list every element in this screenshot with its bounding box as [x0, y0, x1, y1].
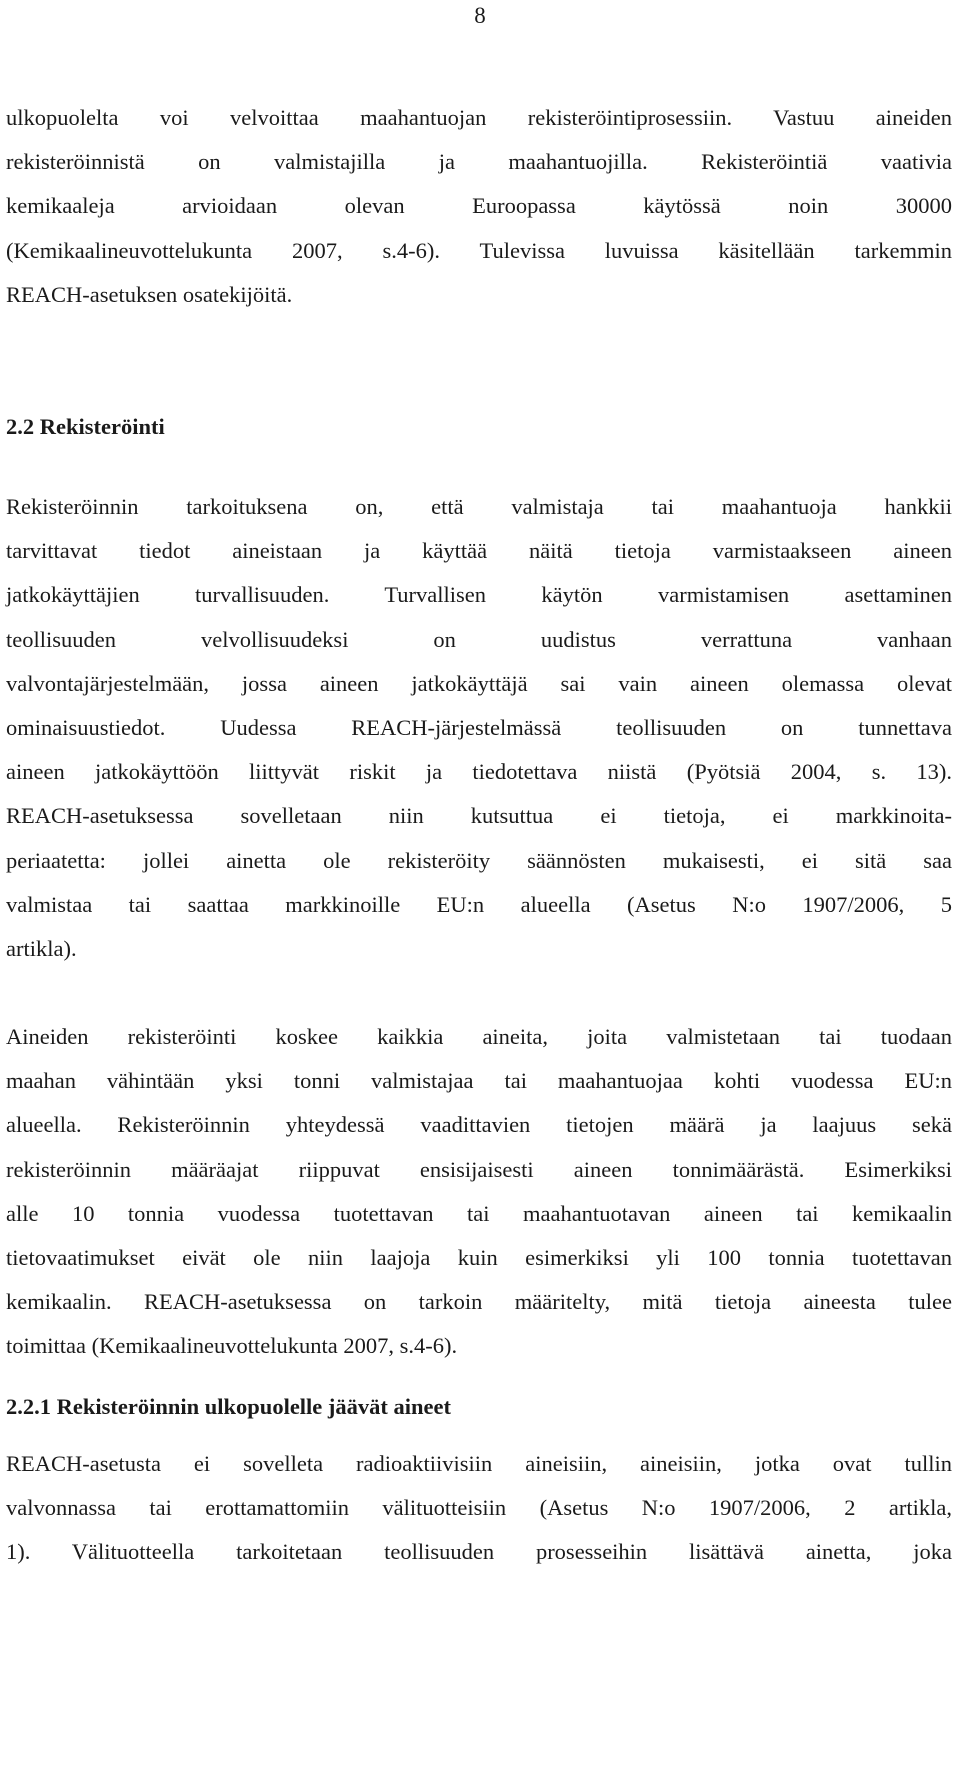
text-line: rekisteröinnistä on valmistajilla ja maahantuojilla. Rekisteröintiä vaativia — [6, 149, 952, 175]
text-line: teollisuuden velvollisuudeksi on uudistus verrattuna vanhaan — [6, 626, 952, 652]
text-line: periaatetta: jollei ainetta ole rekisteröity säännösten mukaisesti, ei sitä saa — [6, 847, 952, 873]
text-line: valvontajärjestelmään, jossa aineen jatkokäyttäjä sai vain aineen olemassa olevat — [6, 670, 952, 696]
text-line: alle 10 tonnia vuodessa tuotettavan tai maahantuotavan aineen tai kemikaalin — [6, 1200, 952, 1226]
text-line: ominaisuustiedot. Uudessa REACH-järjestelmässä teollisuuden on tunnettava — [6, 715, 952, 741]
page-number: 8 — [474, 3, 486, 28]
section-2-2-paragraph-2 — [6, 1015, 952, 1369]
text-line: 1). Välituotteella tarkoitetaan teollisuuden prosesseihin lisättävä ainetta, joka — [6, 1539, 952, 1565]
text-line: jatkokäyttäjien turvallisuuden. Turvallisen käytön varmistamisen asettaminen — [6, 582, 952, 608]
text-line: tietovaatimukset eivät ole niin laajoja kuin esimerkiksi yli 100 tonnia tuotettavan — [6, 1245, 952, 1271]
text-line: Rekisteröinnin tarkoituksena on, että valmistaja tai maahantuoja hankkii — [6, 494, 952, 519]
text-line: kemikaaleja arvioidaan olevan Euroopassa käytössä noin 30000 — [6, 193, 952, 219]
section-heading-2-2-1: 2.2.1 Rekisteröinnin ulkopuolelle jäävät aineet — [6, 1394, 452, 1419]
text-line: alueella. Rekisteröinnin yhteydessä vaadittavien tietojen määrä ja laajuus sekä — [6, 1112, 952, 1138]
text-line: kemikaalin. REACH-asetuksessa on tarkoin määritelty, mitä tietoja aineesta tulee — [6, 1289, 952, 1315]
text-line: REACH-asetuksessa sovelletaan niin kutsuttua ei tietoja, ei markkinoita- — [6, 803, 952, 829]
text-line: maahan vähintään yksi tonni valmistajaa tai maahantuojaa kohti vuodessa EU:n — [6, 1068, 952, 1094]
text-line: rekisteröinnin määräajat riippuvat ensisijaisesti aineen tonnimäärästä. Esimerkiksi — [6, 1156, 952, 1182]
text-line: valvonnassa tai erottamattomiin välituotteisiin (Asetus N:o 1907/2006, 2 artikla, — [6, 1495, 952, 1521]
text-line: (Kemikaalineuvottelukunta 2007, s.4-6). Tulevissa luvuissa käsitellään tarkemmin — [6, 237, 952, 263]
text-line: tarvittavat tiedot aineistaan ja käyttää näitä tietoja varmistaakseen aineen — [6, 538, 952, 564]
text-line: aineen jatkokäyttöön liittyvät riskit ja tiedotettava niistä (Pyötsiä 2004, s. 13). — [6, 759, 952, 785]
text-line: artikla). — [6, 936, 77, 962]
section-2-2-1-paragraph-1 — [6, 1442, 952, 1575]
section-2-2-paragraph-1 — [6, 485, 952, 971]
text-line: valmistaa tai saattaa markkinoille EU:n alueella (Asetus N:o 1907/2006, 5 — [6, 891, 952, 917]
text-line: Aineiden rekisteröinti koskee kaikkia aineita, joita valmistetaan tai tuodaan — [6, 1024, 952, 1049]
text-line: REACH-asetusta ei sovelleta radioaktiivisiin aineisiin, aineisiin, jotka ovat tullin — [6, 1451, 952, 1476]
text-line: REACH-asetuksen osatekijöitä. — [6, 281, 293, 307]
text-line: toimittaa (Kemikaalineuvottelukunta 2007, s.4-6). — [6, 1333, 458, 1359]
section-heading-2-2: 2.2 Rekisteröinti — [6, 414, 165, 439]
intro-paragraph — [6, 96, 952, 317]
text-line: ulkopuolelta voi velvoittaa maahantuojan rekisteröintiprosessiin. Vastuu aineiden — [6, 105, 952, 130]
